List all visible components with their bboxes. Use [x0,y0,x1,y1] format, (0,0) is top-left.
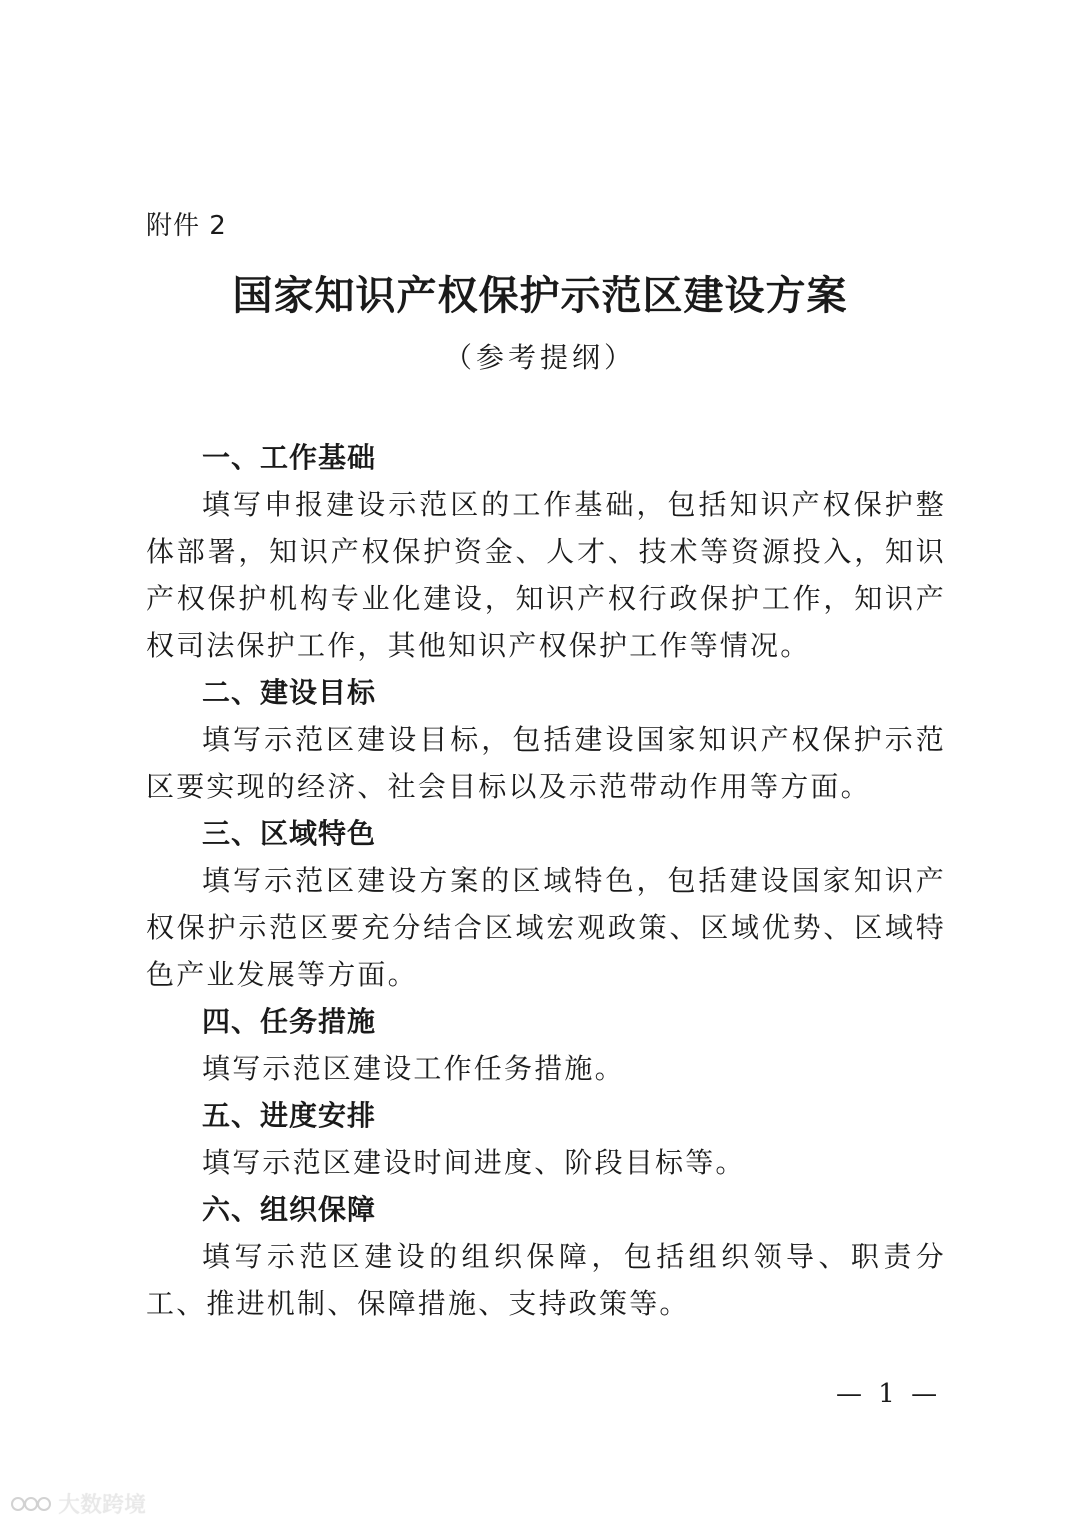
section-paragraph: 填写示范区建设方案的区域特色，包括建设国家知识产权保护示范区要充分结合区域宏观政策、区域优势、区域特色产业发展等方面。 [146,864,946,991]
document-title: 国家知识产权保护示范区建设方案 [232,272,848,319]
bubble-logo-icon [10,1491,52,1517]
section-heading: 一、工作基础 [202,441,377,474]
section-heading: 六、组织保障 [202,1193,377,1226]
section-regional-features [146,810,946,998]
watermark-text: 大数跨境 [58,1493,147,1518]
section-paragraph: 填写示范区建设目标，包括建设国家知识产权保护示范区要实现的经济、社会目标以及示范带动作用等方面。 [146,723,946,803]
section-heading: 四、任务措施 [202,1005,377,1038]
section-task-measures [146,998,946,1092]
section-paragraph: 填写申报建设示范区的工作基础，包括知识产权保护整体部署，知识产权保护资金、人才、技术等资源投入，知识产权保护机构专业化建设，知识产权行政保护工作，知识产权司法保护工作，其他知识产权保护工作等情况。 [146,488,946,662]
document-subtitle: （参考提纲） [443,341,636,374]
section-heading: 三、区域特色 [202,817,377,850]
section-heading: 二、建设目标 [202,676,377,709]
attachment-label: 附件 2 [146,211,227,241]
section-paragraph: 填写示范区建设时间进度、阶段目标等。 [202,1146,746,1179]
section-construction-goals [146,669,946,810]
section-organization-guarantee [146,1186,946,1327]
section-paragraph: 填写示范区建设的组织保障，包括组织领导、职责分工、推进机制、保障措施、支持政策等。 [146,1240,946,1320]
section-schedule [146,1092,946,1186]
section-paragraph: 填写示范区建设工作任务措施。 [202,1052,625,1085]
document-body [146,434,946,1327]
section-work-foundation [146,434,946,669]
page-number: — 1 — [836,1379,942,1409]
section-heading: 五、进度安排 [202,1099,377,1132]
watermark [10,1488,146,1519]
